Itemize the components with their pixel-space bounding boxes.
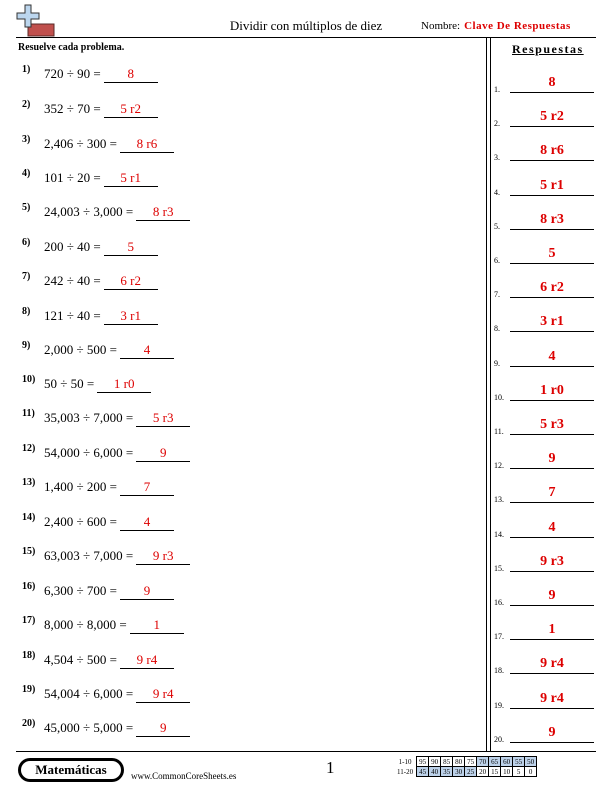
- problem-answer: 4: [120, 342, 174, 359]
- problem-number: 5): [22, 202, 31, 213]
- problem-4: [22, 170, 158, 192]
- answer-key-number: 2.: [494, 119, 500, 129]
- answer-line: [510, 126, 594, 127]
- problem-number: 14): [22, 512, 36, 523]
- problem-answer: 1 r0: [97, 376, 151, 393]
- answer-key-item-9: [494, 342, 598, 368]
- problem-expression: 4,504 ÷ 500 =: [44, 652, 117, 667]
- problem-answer: 1: [130, 617, 184, 634]
- problem-number: 12): [22, 443, 36, 454]
- problem-16: [22, 583, 174, 605]
- problem-expression: 200 ÷ 40 =: [44, 239, 101, 254]
- problem-answer: 9 r3: [136, 548, 190, 565]
- problem-number: 6): [22, 237, 31, 248]
- score-row: [395, 757, 537, 767]
- answer-key-item-19: [494, 684, 598, 710]
- problem-13: [22, 479, 174, 501]
- problem-1: [22, 66, 158, 88]
- problem-19: [22, 686, 190, 708]
- column-divider-right: [490, 37, 491, 751]
- instructions: Resuelve cada problema.: [18, 42, 125, 53]
- answer-key-value: 9: [548, 588, 556, 603]
- answer-key-value: 5 r1: [540, 177, 564, 193]
- answer-line: [510, 502, 594, 503]
- score-cell: 25: [465, 767, 477, 777]
- answer-key-item-2: [494, 102, 598, 128]
- problem-17: [22, 617, 184, 639]
- answer-key-value: 9: [548, 724, 556, 740]
- answer-key-item-11: [494, 410, 598, 436]
- problem-9: [22, 342, 174, 364]
- site-url: www.CommonCoreSheets.es: [131, 771, 237, 781]
- problem-14: [22, 514, 174, 536]
- answer-key-value: 8 r6: [540, 143, 564, 159]
- score-cell: 15: [489, 767, 501, 777]
- answer-key-number: 9.: [494, 358, 500, 368]
- problem-number: 18): [22, 650, 36, 661]
- problem-expression: 35,003 ÷ 7,000 =: [44, 410, 134, 425]
- answer-key-number: 14.: [494, 529, 504, 539]
- answer-key-value: 9 r4: [540, 690, 564, 706]
- answer-key-number: 7.: [494, 290, 500, 300]
- score-cell: 0: [525, 767, 537, 777]
- answer-line: [510, 297, 594, 298]
- problem-expression: 2,406 ÷ 300 =: [44, 136, 117, 151]
- score-cell: 20: [477, 767, 489, 777]
- answer-key-number: 4.: [494, 187, 500, 197]
- problem-12: [22, 445, 190, 467]
- answer-line: [510, 468, 594, 469]
- answer-key-item-16: [494, 581, 598, 607]
- problem-expression: 6,300 ÷ 700 =: [44, 583, 117, 598]
- problem-number: 7): [22, 271, 31, 282]
- problem-answer: 9 r4: [120, 652, 174, 669]
- answer-key-value: 9: [548, 451, 556, 467]
- answer-key-number: 12.: [494, 461, 504, 471]
- problem-expression: 63,003 ÷ 7,000 =: [44, 548, 134, 563]
- name-value: Clave De Respuestas: [464, 20, 571, 32]
- score-cell: 60: [501, 757, 513, 767]
- score-cell: 75: [465, 757, 477, 767]
- answer-key-number: 3.: [494, 153, 500, 163]
- answer-key-item-15: [494, 547, 598, 573]
- problem-expression: 720 ÷ 90 =: [44, 66, 101, 81]
- page-title: Dividir con múltiplos de diez: [229, 18, 383, 33]
- answer-line: [510, 92, 594, 93]
- answer-key-item-18: [494, 649, 598, 675]
- answer-line: [510, 366, 594, 367]
- problem-answer: 4: [120, 514, 174, 531]
- problem-2: [22, 101, 158, 123]
- answer-key-number: 19.: [494, 700, 504, 710]
- score-cell: 70: [477, 757, 489, 767]
- score-cell: 85: [441, 757, 453, 767]
- problem-number: 4): [22, 168, 31, 179]
- problem-expression: 54,000 ÷ 6,000 =: [44, 445, 134, 460]
- problem-expression: 352 ÷ 70 =: [44, 101, 101, 116]
- problem-expression: 2,000 ÷ 500 =: [44, 342, 117, 357]
- problem-number: 15): [22, 546, 36, 557]
- problem-number: 3): [22, 134, 31, 145]
- problem-20: [22, 720, 190, 742]
- name-label: Nombre:: [421, 20, 461, 32]
- problem-expression: 101 ÷ 20 =: [44, 170, 101, 185]
- score-cell: 40: [429, 767, 441, 777]
- problem-answer: 9 r4: [136, 686, 190, 703]
- problem-7: [22, 273, 158, 295]
- score-cell: 50: [525, 757, 537, 767]
- answer-key-number: 18.: [494, 666, 504, 676]
- answer-key-item-7: [494, 273, 598, 299]
- answer-line: [510, 229, 594, 230]
- answer-key-value: 7: [548, 485, 556, 501]
- answer-key-number: 17.: [494, 632, 504, 642]
- name-field: [421, 20, 571, 32]
- subject-badge-label: Matemáticas: [21, 761, 121, 779]
- problem-3: [22, 136, 174, 158]
- problem-answer: 7: [120, 479, 174, 496]
- answer-line: [510, 434, 594, 435]
- problem-number: 19): [22, 684, 36, 695]
- answer-line: [510, 160, 594, 161]
- header-divider: [16, 37, 596, 38]
- problem-5: [22, 204, 190, 226]
- problem-number: 16): [22, 581, 36, 592]
- answer-key-number: 20.: [494, 734, 504, 744]
- answer-line: [510, 400, 594, 401]
- answer-key-number: 6.: [494, 256, 500, 265]
- answer-line: [510, 537, 594, 538]
- problem-8: [22, 308, 158, 330]
- answer-line: [510, 605, 594, 606]
- problem-number: 11): [22, 408, 35, 419]
- answer-key-item-12: [494, 444, 598, 470]
- score-row: [395, 767, 537, 777]
- problem-expression: 54,004 ÷ 6,000 =: [44, 686, 134, 701]
- answer-key-number: 10.: [494, 392, 504, 402]
- problem-answer: 5 r1: [104, 170, 158, 187]
- answer-key-item-17: [494, 615, 598, 641]
- answer-key-value: 5 r2: [540, 109, 564, 125]
- score-cell: 65: [489, 757, 501, 767]
- score-cell: 45: [417, 767, 429, 777]
- answer-key-number: 11.: [494, 427, 504, 436]
- answer-key-value: 9 r3: [540, 553, 564, 569]
- problem-number: 8): [22, 306, 31, 317]
- problem-6: [22, 239, 158, 261]
- score-cell: 35: [441, 767, 453, 777]
- answer-line: [510, 708, 594, 709]
- subject-badge: [18, 758, 124, 782]
- problem-expression: 121 ÷ 40 =: [44, 308, 101, 323]
- page-number: 1: [326, 758, 335, 777]
- problem-expression: 242 ÷ 40 =: [44, 273, 101, 288]
- problem-expression: 8,000 ÷ 8,000 =: [44, 617, 127, 632]
- answer-key-value: 4: [548, 519, 556, 535]
- answer-key-value: 5 r3: [540, 417, 564, 432]
- problem-number: 10): [22, 374, 36, 385]
- problem-number: 20): [22, 718, 36, 729]
- score-cell: 5: [513, 767, 525, 777]
- problem-number: 17): [22, 615, 36, 626]
- answer-key-value: 1: [548, 622, 556, 638]
- answer-key-item-14: [494, 513, 598, 539]
- answer-line: [510, 331, 594, 332]
- problem-answer: 9: [136, 445, 190, 462]
- answer-line: [510, 639, 594, 640]
- score-cell: 95: [417, 757, 429, 767]
- answer-key-number: 8.: [494, 324, 500, 334]
- answer-key-item-8: [494, 307, 598, 333]
- answer-key-item-6: [494, 239, 598, 265]
- problem-expression: 50 ÷ 50 =: [44, 376, 95, 391]
- problem-answer: 8: [104, 66, 158, 83]
- score-cell: 80: [453, 757, 465, 767]
- problem-answer: 5 r2: [104, 101, 158, 118]
- answer-key-item-5: [494, 205, 598, 231]
- problem-expression: 1,400 ÷ 200 =: [44, 479, 117, 494]
- answer-key-item-4: [494, 171, 598, 197]
- problem-number: 1): [22, 64, 31, 75]
- answer-line: [510, 742, 594, 743]
- answer-line: [510, 571, 594, 572]
- problem-expression: 24,003 ÷ 3,000 =: [44, 204, 134, 219]
- answer-key-number: 5.: [494, 221, 500, 231]
- answer-key-item-13: [494, 478, 598, 504]
- answer-key-value: 8: [548, 75, 556, 90]
- score-row-label: 1-10: [398, 757, 412, 766]
- answer-key-value: 6 r2: [540, 280, 564, 296]
- answer-key-number: 16.: [494, 598, 504, 607]
- answer-key-item-1: [494, 68, 598, 94]
- answer-key-item-20: [494, 718, 598, 744]
- problem-15: [22, 548, 190, 570]
- answer-key-item-3: [494, 136, 598, 162]
- score-cell: 90: [429, 757, 441, 767]
- answer-line: [510, 263, 594, 264]
- problem-number: 2): [22, 99, 31, 110]
- problem-answer: 8 r6: [120, 136, 174, 153]
- problem-answer: 9: [136, 720, 190, 737]
- problem-expression: 45,000 ÷ 5,000 =: [44, 720, 134, 735]
- problem-10: [22, 376, 151, 398]
- answer-key-value: 1 r0: [540, 382, 564, 398]
- answer-line: [510, 673, 594, 674]
- score-cell: 10: [501, 767, 513, 777]
- problem-answer: 5: [104, 239, 158, 256]
- score-cell: 55: [513, 757, 525, 767]
- answers-header: Respuestas: [512, 42, 584, 56]
- problem-answer: 3 r1: [104, 308, 158, 325]
- problem-answer: 8 r3: [136, 204, 190, 221]
- footer-divider: [16, 751, 596, 752]
- problem-11: [22, 410, 190, 432]
- problem-expression: 2,400 ÷ 600 =: [44, 514, 117, 529]
- problem-number: 9): [22, 340, 31, 351]
- answer-key-item-10: [494, 376, 598, 402]
- answer-key-value: 8 r3: [540, 211, 564, 227]
- problem-answer: 9: [120, 583, 174, 600]
- score-row-label: 11-20: [397, 767, 414, 776]
- answer-key-value: 4: [548, 348, 556, 364]
- answer-key-value: 3 r1: [540, 314, 564, 330]
- score-table: [395, 756, 537, 777]
- answer-key-number: 15.: [494, 563, 504, 573]
- column-divider-left: [486, 37, 487, 751]
- problem-number: 13): [22, 477, 36, 488]
- problem-18: [22, 652, 174, 674]
- problem-answer: 5 r3: [136, 410, 190, 427]
- answer-key-number: 13.: [494, 495, 504, 505]
- answer-key-number: 1.: [494, 85, 500, 94]
- answer-key-value: 5: [548, 246, 556, 261]
- score-cell: 30: [453, 767, 465, 777]
- answer-line: [510, 195, 594, 196]
- problem-answer: 6 r2: [104, 273, 158, 290]
- answer-key-value: 9 r4: [540, 656, 564, 672]
